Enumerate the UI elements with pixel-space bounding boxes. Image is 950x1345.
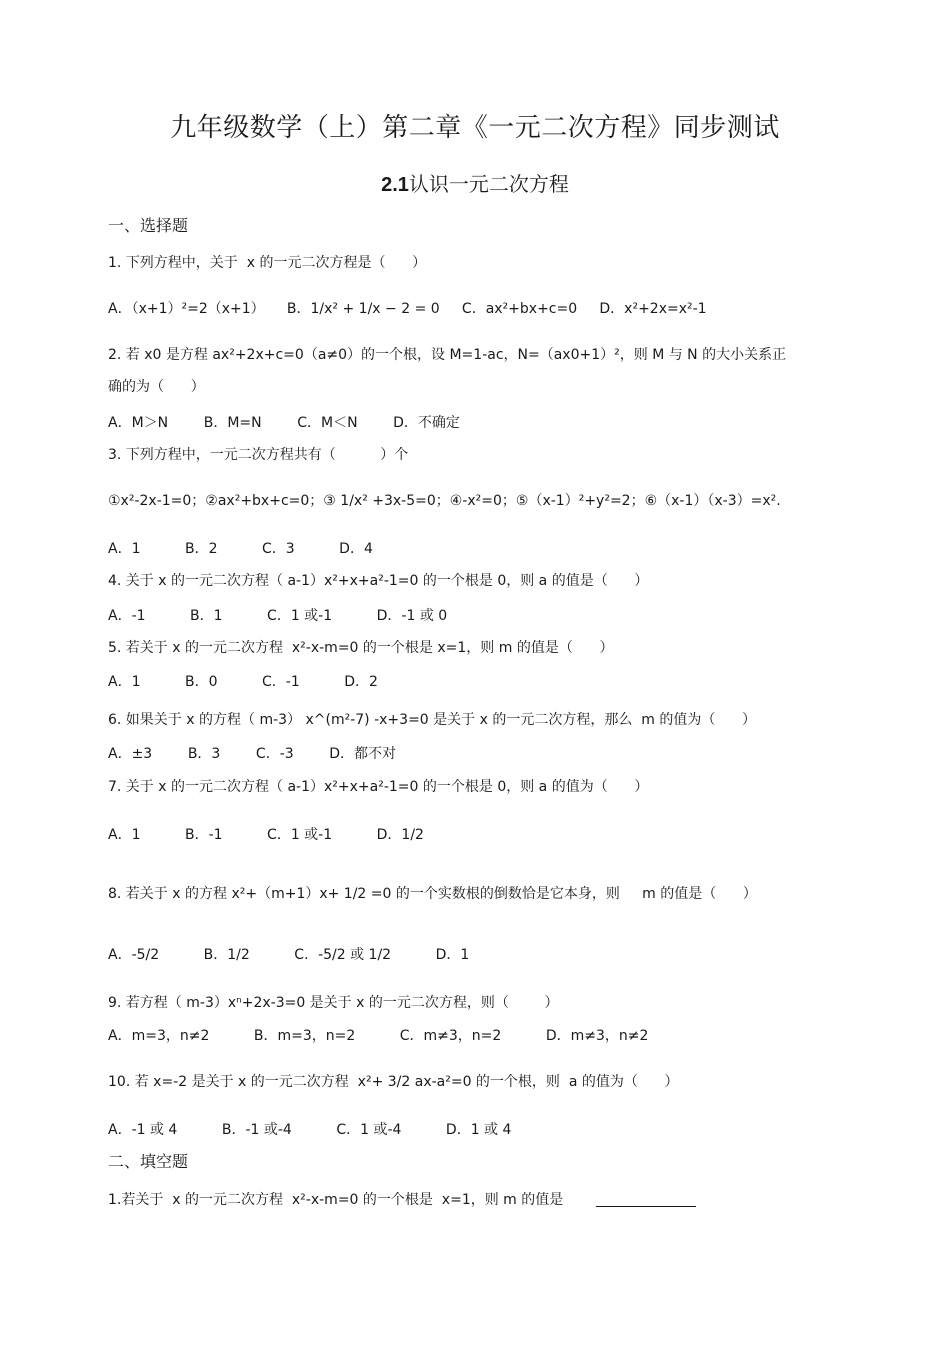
question-line: 确的为（ ） — [108, 379, 205, 395]
question-line: 5. 若关于 x 的一元二次方程 x²-x-m=0 的一个根是 x=1，则 m 的值是（ ） — [108, 640, 614, 656]
subtitle-text: 认识一元二次方程 — [408, 172, 569, 196]
question-line: 6. 如果关于 x 的方程（ m-3） x^(m²-7) -x+3=0 是关于 x 的一元二次方程，那么 m 的值为（ ） — [108, 712, 757, 728]
question-line: 10. 若 x=-2 是关于 x 的一元二次方程 x²+ 3/2 ax-a²=0 的一个根，则 a 的值为（ ） — [108, 1074, 679, 1090]
answer-options: A．-1 或 4 B．-1 或-4 C．1 或-4 D．1 或 4 — [108, 1122, 512, 1138]
page-title: 九年级数学（上）第二章《一元二次方程》同步测试 — [170, 113, 780, 143]
section-heading-choice: 一、选择题 — [108, 216, 189, 235]
question-line: 1. 下列方程中，关于 x 的一元二次方程是（ ） — [108, 255, 427, 271]
question-line: 1.若关于 x 的一元二次方程 x²-x-m=0 的一个根是 x=1，则 m 的值是 — [108, 1192, 564, 1208]
answer-options: A．-5/2 B．1/2 C．-5/2 或 1/2 D．1 — [108, 947, 470, 963]
section-subtitle — [0, 170, 950, 199]
subtitle-number: 2.1 — [381, 174, 409, 196]
answer-options: A．1 B．-1 C．1 或-1 D．1/2 — [108, 827, 424, 843]
answer-options: A．-1 B．1 C．1 或-1 D．-1 或 0 — [108, 608, 448, 624]
question-line: 8. 若关于 x 的方程 x²+（m+1）x+ 1/2 =0 的一个实数根的倒数恰是它本身，则 m 的值是（ ） — [108, 886, 757, 902]
question-line: 9. 若方程（ m-3）xⁿ+2x-3=0 是关于 x 的一元二次方程，则（ ） — [108, 995, 559, 1011]
answer-options: A．1 B．0 C．-1 D．2 — [108, 674, 378, 690]
question-line: 2. 若 x0 是方程 ax²+2x+c=0（a≠0）的一个根，设 M=1-ac，N=（ax0+1）²，则 M 与 N 的大小关系正 — [108, 347, 787, 363]
answer-options: A．1 B．2 C．3 D．4 — [108, 541, 373, 557]
answer-options: A．（x+1）²=2（x+1） B．1/x² + 1/x − 2 = 0 C．ax²+bx+c=0 D．x²+2x=x²-1 — [108, 301, 707, 317]
question-line: 3. 下列方程中，一元二次方程共有（ ）个 — [108, 447, 409, 463]
question-line: 4. 关于 x 的一元二次方程（ a-1）x²+x+a²-1=0 的一个根是 0，则 a 的值是（ ） — [108, 573, 649, 589]
answer-options: A．M＞N B．M=N C．M＜N D．不确定 — [108, 415, 460, 431]
answer-options: A．±3 B．3 C．-3 D．都不对 — [108, 746, 397, 762]
answer-options: A．m=3，n≠2 B．m=3，n=2 C．m≠3，n=2 D．m≠3，n≠2 — [108, 1028, 649, 1044]
question-line: ①x²-2x-1=0；②ax²+bx+c=0；③ 1/x² +3x-5=0；④-x²=0；⑤（x-1）²+y²=2；⑥（x-1）（x-3）=x². — [108, 493, 781, 509]
section-heading-fill: 二、填空题 — [108, 1152, 189, 1171]
answer-blank[interactable] — [596, 1206, 696, 1207]
question-line: 7. 关于 x 的一元二次方程（ a-1）x²+x+a²-1=0 的一个根是 0，则 a 的值为（ ） — [108, 779, 649, 795]
